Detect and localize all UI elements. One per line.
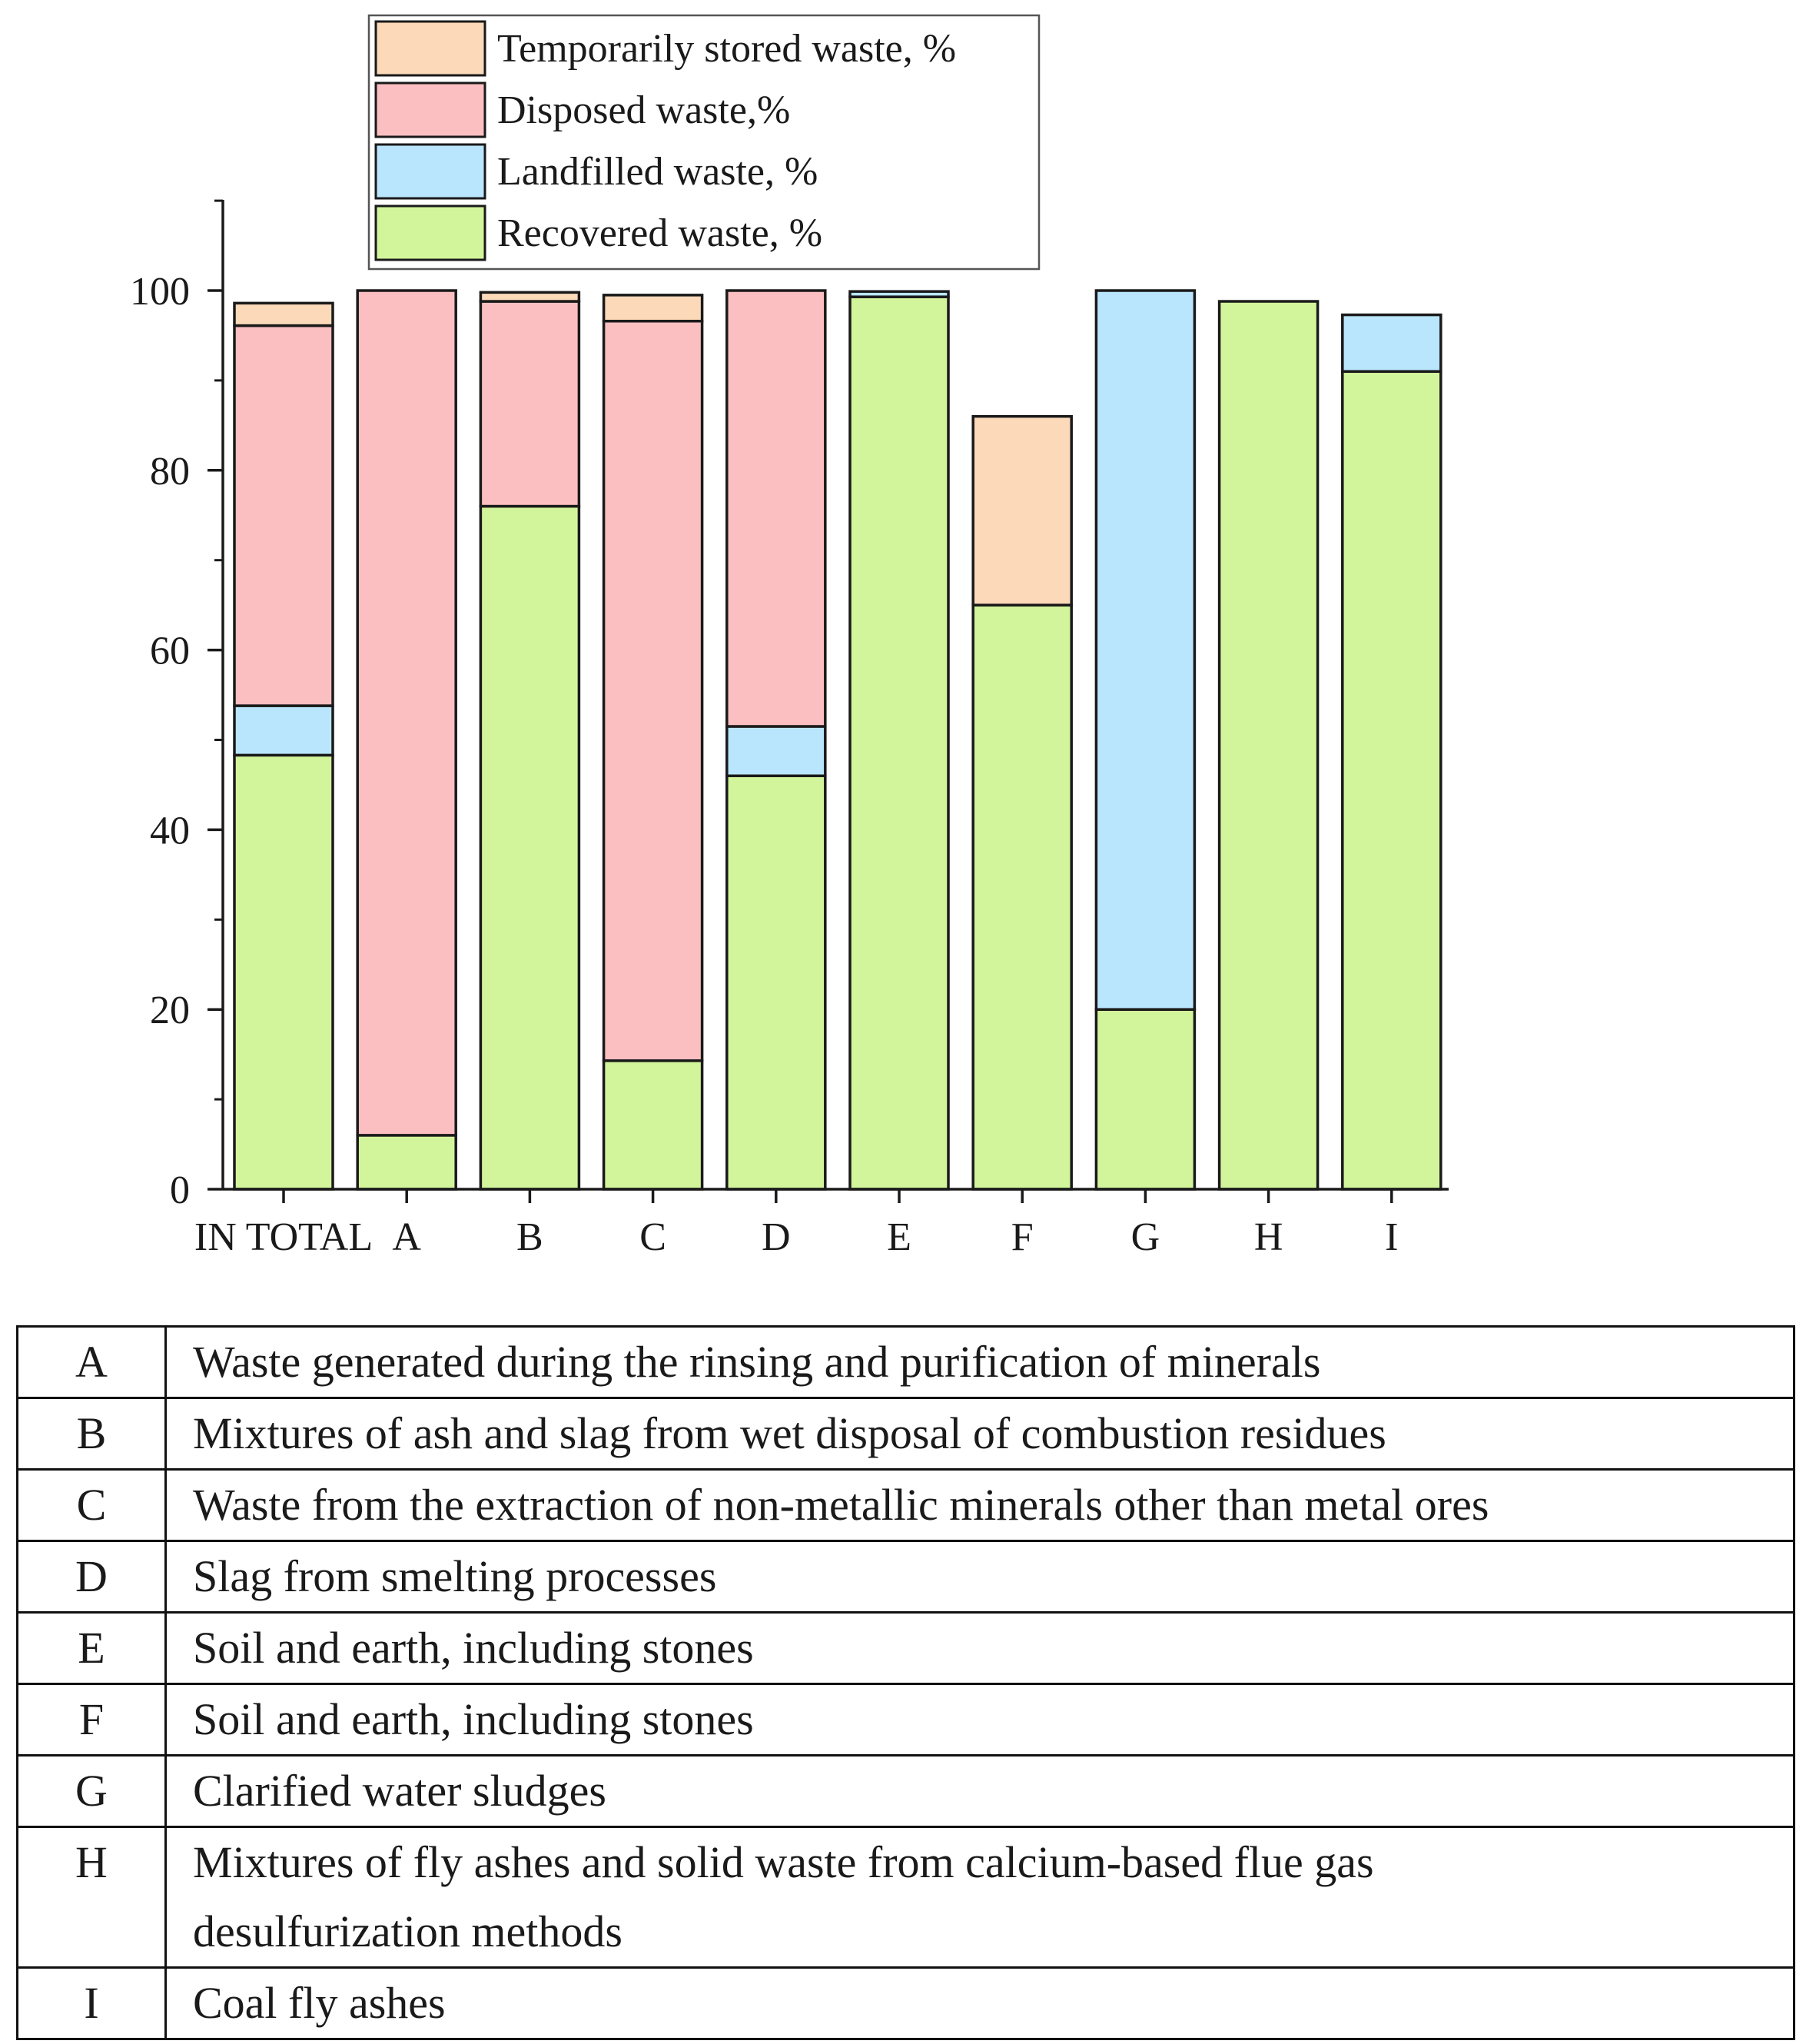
- table-row: [18, 1470, 1794, 1541]
- bar-segment: [1096, 291, 1194, 1009]
- x-tick-label: H: [1253, 1215, 1283, 1259]
- bar-segment: [850, 297, 948, 1189]
- bar-segment: [727, 726, 825, 776]
- table-row: [18, 1827, 1794, 1968]
- bar-segment: [357, 291, 456, 1135]
- legend-swatch: [376, 22, 485, 75]
- category-description: Clarified water sludges: [166, 1756, 1794, 1827]
- bar-segment: [234, 326, 333, 706]
- table-row: [18, 1968, 1794, 2039]
- legend-swatch: [376, 206, 485, 260]
- table-row: [18, 1327, 1794, 1398]
- category-code: I: [18, 1968, 166, 2039]
- table-row: [18, 1684, 1794, 1756]
- x-tick-label: A: [392, 1215, 421, 1259]
- bar-segment: [850, 291, 948, 297]
- category-description: Slag from smelting processes: [166, 1541, 1794, 1613]
- category-code: D: [18, 1541, 166, 1613]
- legend-label: Temporarily stored waste, %: [497, 27, 957, 71]
- y-tick-label: 80: [150, 449, 190, 494]
- x-tick-label: D: [762, 1215, 791, 1259]
- y-tick-label: 0: [170, 1168, 190, 1212]
- bar-segment: [727, 776, 825, 1189]
- y-tick-label: 100: [130, 270, 190, 314]
- bar-segment: [234, 706, 333, 755]
- x-tick-label: F: [1011, 1215, 1034, 1259]
- x-tick-label: IN TOTAL: [194, 1215, 373, 1259]
- table-row: [18, 1398, 1794, 1470]
- x-tick-label: I: [1385, 1215, 1399, 1259]
- category-code: H: [18, 1827, 166, 1968]
- x-tick-label: C: [639, 1215, 666, 1259]
- category-description: Mixtures of ash and slag from wet disposal of combustion residues: [166, 1398, 1794, 1470]
- bar-segment: [234, 755, 333, 1189]
- legend-swatch: [376, 145, 485, 198]
- category-description: Mixtures of fly ashes and solid waste from calcium-based flue gas desulfurization methods: [166, 1827, 1794, 1968]
- bar-segment: [604, 321, 702, 1061]
- y-tick-label: 40: [150, 809, 190, 853]
- category-code: B: [18, 1398, 166, 1470]
- bar-segment: [1220, 301, 1318, 1189]
- category-description: Soil and earth, including stones: [166, 1613, 1794, 1684]
- bar-segment: [604, 1061, 702, 1189]
- legend-label: Landfilled waste, %: [497, 150, 818, 194]
- y-tick-label: 20: [150, 989, 190, 1033]
- bar-segment: [973, 417, 1071, 605]
- category-legend-table: [16, 1325, 1795, 2040]
- category-description: Soil and earth, including stones: [166, 1684, 1794, 1756]
- x-tick-label: B: [516, 1215, 543, 1259]
- table-row: [18, 1756, 1794, 1827]
- bar-segment: [234, 303, 333, 325]
- category-description: Waste from the extraction of non-metallic minerals other than metal ores: [166, 1470, 1794, 1541]
- category-code: E: [18, 1613, 166, 1684]
- y-tick-label: 60: [150, 629, 190, 673]
- bar-segment: [727, 291, 825, 726]
- x-tick-label: G: [1130, 1215, 1160, 1259]
- bar-segment: [973, 605, 1071, 1189]
- bar-segment: [604, 295, 702, 321]
- category-code: F: [18, 1684, 166, 1756]
- bar-segment: [357, 1135, 456, 1189]
- category-description: Waste generated during the rinsing and purification of minerals: [166, 1327, 1794, 1398]
- table-row: [18, 1613, 1794, 1684]
- category-description: Coal fly ashes: [166, 1968, 1794, 2039]
- bar-segment: [480, 507, 579, 1189]
- table-row: [18, 1541, 1794, 1613]
- category-code: A: [18, 1327, 166, 1398]
- legend-label: Recovered waste, %: [497, 211, 823, 255]
- plot-area: [130, 200, 1449, 1259]
- bar-segment: [480, 292, 579, 301]
- bar-segment: [1343, 371, 1441, 1189]
- bar-segment: [480, 301, 579, 507]
- legend-swatch: [376, 83, 485, 137]
- chart-legend: [369, 15, 1039, 269]
- category-code: C: [18, 1470, 166, 1541]
- x-tick-label: E: [887, 1215, 911, 1259]
- bar-segment: [1343, 315, 1441, 372]
- legend-label: Disposed waste,%: [497, 88, 791, 132]
- bar-segment: [1096, 1009, 1194, 1189]
- category-code: G: [18, 1756, 166, 1827]
